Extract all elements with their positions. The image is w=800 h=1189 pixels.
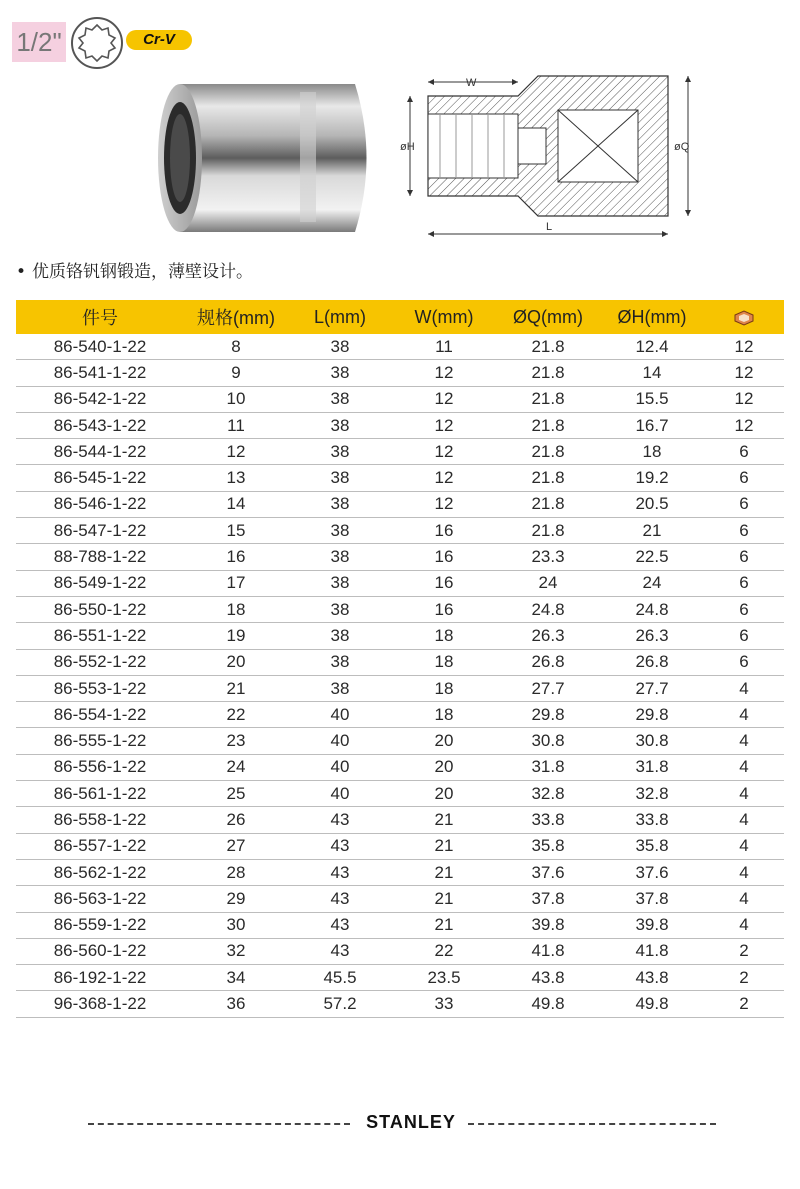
cell-width: 16 [392,518,496,544]
cell-h-diameter: 41.8 [600,938,704,964]
cell-size: 22 [184,702,288,728]
h-dimension-label: øH [400,141,415,153]
cell-width: 21 [392,886,496,912]
cell-size: 26 [184,807,288,833]
cell-width: 18 [392,675,496,701]
table-row [16,675,784,701]
cell-length: 38 [288,649,392,675]
cell-points: 6 [704,465,784,491]
bullet-dot: • [16,262,27,282]
cell-length: 38 [288,465,392,491]
table-row [16,570,784,596]
cell-width: 18 [392,702,496,728]
cell-part-number: 86-547-1-22 [16,518,184,544]
header-q-diameter: ØQ(mm) [496,300,600,334]
cell-length: 38 [288,439,392,465]
cell-length: 43 [288,807,392,833]
cell-part-number: 86-563-1-22 [16,886,184,912]
cell-points: 6 [704,491,784,517]
cell-part-number: 86-545-1-22 [16,465,184,491]
cell-part-number: 86-552-1-22 [16,649,184,675]
cell-length: 38 [288,518,392,544]
footer-brand-bar [88,1112,716,1136]
cell-size: 34 [184,965,288,991]
header-h-diameter: ØH(mm) [600,300,704,334]
table-row [16,938,784,964]
table-row [16,859,784,885]
cell-h-diameter: 12.4 [600,334,704,360]
cell-size: 9 [184,360,288,386]
table-row [16,807,784,833]
cell-h-diameter: 15.5 [600,386,704,412]
cell-part-number: 86-549-1-22 [16,570,184,596]
socket-dimension-diagram [398,66,698,246]
cell-part-number: 86-555-1-22 [16,728,184,754]
cell-h-diameter: 24 [600,570,704,596]
table-row [16,334,784,360]
cell-points: 12 [704,386,784,412]
cell-points: 4 [704,807,784,833]
footer-dash-left [88,1123,350,1125]
cell-h-diameter: 37.6 [600,859,704,885]
cell-points: 4 [704,859,784,885]
table-row [16,386,784,412]
cell-length: 43 [288,938,392,964]
cell-width: 21 [392,807,496,833]
cell-part-number: 86-553-1-22 [16,675,184,701]
table-row [16,596,784,622]
cell-size: 36 [184,991,288,1017]
cell-size: 21 [184,675,288,701]
cell-q-diameter: 21.8 [496,386,600,412]
cell-points: 4 [704,833,784,859]
cell-length: 38 [288,334,392,360]
table-row [16,412,784,438]
cell-size: 13 [184,465,288,491]
table-row [16,781,784,807]
socket-product-image [150,78,382,238]
cell-h-diameter: 33.8 [600,807,704,833]
header-points [704,300,784,334]
header-width: W(mm) [392,300,496,334]
cell-h-diameter: 26.8 [600,649,704,675]
cell-q-diameter: 24 [496,570,600,596]
cell-width: 12 [392,360,496,386]
cell-width: 16 [392,570,496,596]
cell-q-diameter: 21.8 [496,412,600,438]
cell-part-number: 86-556-1-22 [16,754,184,780]
cell-size: 15 [184,518,288,544]
cell-length: 45.5 [288,965,392,991]
cell-width: 12 [392,439,496,465]
cell-width: 12 [392,491,496,517]
cell-points: 12 [704,334,784,360]
cell-width: 11 [392,334,496,360]
cell-h-diameter: 18 [600,439,704,465]
cell-width: 20 [392,728,496,754]
table-row [16,965,784,991]
cell-points: 4 [704,754,784,780]
cell-points: 4 [704,728,784,754]
cell-part-number: 86-542-1-22 [16,386,184,412]
cell-size: 23 [184,728,288,754]
cell-points: 4 [704,886,784,912]
cell-h-diameter: 16.7 [600,412,704,438]
cell-part-number: 86-546-1-22 [16,491,184,517]
cell-width: 12 [392,412,496,438]
cell-q-diameter: 41.8 [496,938,600,964]
table-row [16,544,784,570]
cell-width: 21 [392,833,496,859]
cell-h-diameter: 26.3 [600,623,704,649]
table-row [16,754,784,780]
cell-length: 43 [288,859,392,885]
cell-width: 21 [392,912,496,938]
cell-part-number: 96-368-1-22 [16,991,184,1017]
drive-size-badge: 1/2" [12,22,66,62]
cell-q-diameter: 33.8 [496,807,600,833]
header-size: 规格(mm) [184,300,288,334]
cell-width: 23.5 [392,965,496,991]
material-badge: Cr-V [126,30,192,50]
cell-width: 20 [392,754,496,780]
table-row [16,886,784,912]
cell-size: 30 [184,912,288,938]
footer-dash-right [468,1123,716,1125]
cell-length: 38 [288,491,392,517]
cell-q-diameter: 24.8 [496,596,600,622]
cell-size: 14 [184,491,288,517]
cell-points: 6 [704,623,784,649]
cell-size: 11 [184,412,288,438]
cell-h-diameter: 27.7 [600,675,704,701]
cell-width: 33 [392,991,496,1017]
cell-q-diameter: 39.8 [496,912,600,938]
brand-logo: STANLEY [366,1112,456,1132]
cell-size: 28 [184,859,288,885]
cell-length: 43 [288,886,392,912]
cell-points: 6 [704,518,784,544]
header-length: L(mm) [288,300,392,334]
cell-length: 38 [288,412,392,438]
cell-q-diameter: 29.8 [496,702,600,728]
q-dimension-label: øQ [674,141,690,153]
cell-h-diameter: 39.8 [600,912,704,938]
w-dimension-label: W [466,77,477,89]
cell-h-diameter: 21 [600,518,704,544]
cell-q-diameter: 23.3 [496,544,600,570]
cell-points: 6 [704,596,784,622]
l-dimension-label: L [546,221,553,233]
cell-h-diameter: 14 [600,360,704,386]
cell-size: 17 [184,570,288,596]
cell-q-diameter: 21.8 [496,465,600,491]
cell-points: 6 [704,570,784,596]
cell-width: 16 [392,544,496,570]
cell-q-diameter: 37.6 [496,859,600,885]
cell-length: 38 [288,570,392,596]
table-row [16,439,784,465]
cell-h-diameter: 43.8 [600,965,704,991]
cell-length: 57.2 [288,991,392,1017]
table-row [16,649,784,675]
table-row [16,623,784,649]
table-row [16,833,784,859]
cell-q-diameter: 21.8 [496,439,600,465]
cell-length: 43 [288,912,392,938]
cell-points: 4 [704,912,784,938]
cell-length: 38 [288,386,392,412]
cell-h-diameter: 22.5 [600,544,704,570]
cell-part-number: 88-788-1-22 [16,544,184,570]
cell-q-diameter: 30.8 [496,728,600,754]
cell-length: 40 [288,781,392,807]
table-row [16,991,784,1017]
cell-size: 24 [184,754,288,780]
table-row [16,491,784,517]
cell-width: 20 [392,781,496,807]
cell-h-diameter: 49.8 [600,991,704,1017]
cell-h-diameter: 37.8 [600,886,704,912]
cell-size: 10 [184,386,288,412]
cell-points: 4 [704,781,784,807]
cell-size: 16 [184,544,288,570]
feature-bullet [16,257,253,282]
cell-points: 2 [704,991,784,1017]
cell-q-diameter: 43.8 [496,965,600,991]
cell-points: 4 [704,675,784,701]
cell-q-diameter: 21.8 [496,360,600,386]
cell-points: 6 [704,439,784,465]
table-row [16,465,784,491]
cell-points: 4 [704,702,784,728]
cell-length: 38 [288,596,392,622]
cell-part-number: 86-541-1-22 [16,360,184,386]
cell-part-number: 86-558-1-22 [16,807,184,833]
cell-size: 8 [184,334,288,360]
cell-width: 16 [392,596,496,622]
cell-points: 2 [704,938,784,964]
cell-size: 19 [184,623,288,649]
cell-length: 38 [288,360,392,386]
cell-width: 18 [392,649,496,675]
header-part-number: 件号 [16,300,184,334]
cell-part-number: 86-560-1-22 [16,938,184,964]
cell-width: 12 [392,386,496,412]
cell-part-number: 86-554-1-22 [16,702,184,728]
cell-q-diameter: 27.7 [496,675,600,701]
cell-h-diameter: 19.2 [600,465,704,491]
table-row [16,702,784,728]
cell-q-diameter: 31.8 [496,754,600,780]
cell-q-diameter: 49.8 [496,991,600,1017]
cell-part-number: 86-557-1-22 [16,833,184,859]
cell-part-number: 86-544-1-22 [16,439,184,465]
cell-h-diameter: 29.8 [600,702,704,728]
cell-part-number: 86-540-1-22 [16,334,184,360]
cell-q-diameter: 37.8 [496,886,600,912]
cell-part-number: 86-550-1-22 [16,596,184,622]
cell-q-diameter: 21.8 [496,491,600,517]
cell-length: 38 [288,675,392,701]
table-header-row [16,300,784,334]
cell-size: 18 [184,596,288,622]
cell-q-diameter: 21.8 [496,334,600,360]
cell-q-diameter: 35.8 [496,833,600,859]
cell-part-number: 86-551-1-22 [16,623,184,649]
table-row [16,912,784,938]
cell-points: 6 [704,544,784,570]
table-body [16,334,784,1017]
table-row [16,728,784,754]
cell-width: 22 [392,938,496,964]
cell-length: 38 [288,623,392,649]
table-row [16,518,784,544]
cell-q-diameter: 26.3 [496,623,600,649]
cell-points: 6 [704,649,784,675]
cell-length: 40 [288,728,392,754]
cell-width: 12 [392,465,496,491]
cell-h-diameter: 32.8 [600,781,704,807]
cell-h-diameter: 30.8 [600,728,704,754]
cell-part-number: 86-559-1-22 [16,912,184,938]
cell-points: 2 [704,965,784,991]
cell-h-diameter: 35.8 [600,833,704,859]
cell-length: 38 [288,544,392,570]
cell-part-number: 86-543-1-22 [16,412,184,438]
cell-length: 43 [288,833,392,859]
spec-table [16,300,784,1018]
cell-size: 20 [184,649,288,675]
cell-points: 12 [704,360,784,386]
cell-part-number: 86-562-1-22 [16,859,184,885]
cell-length: 40 [288,754,392,780]
twelve-point-socket-icon [70,16,124,70]
cell-length: 40 [288,702,392,728]
cell-size: 12 [184,439,288,465]
table-row [16,360,784,386]
cell-points: 12 [704,412,784,438]
cell-q-diameter: 26.8 [496,649,600,675]
cell-size: 29 [184,886,288,912]
cell-h-diameter: 20.5 [600,491,704,517]
cell-h-diameter: 24.8 [600,596,704,622]
cell-width: 18 [392,623,496,649]
cell-part-number: 86-192-1-22 [16,965,184,991]
cell-h-diameter: 31.8 [600,754,704,780]
cell-size: 27 [184,833,288,859]
cell-q-diameter: 21.8 [496,518,600,544]
cell-width: 21 [392,859,496,885]
feature-text: 优质铬钒钢锻造，薄壁设计。 [32,262,254,282]
cell-size: 32 [184,938,288,964]
socket-points-icon [733,309,755,327]
cell-size: 25 [184,781,288,807]
cell-q-diameter: 32.8 [496,781,600,807]
cell-part-number: 86-561-1-22 [16,781,184,807]
